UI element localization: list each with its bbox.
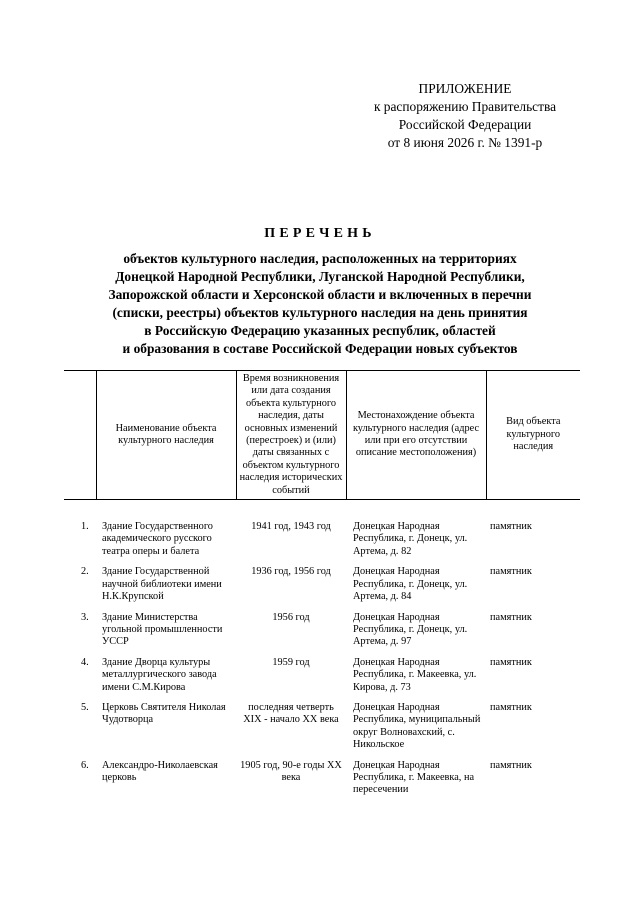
- row-number: 6.: [81, 759, 89, 771]
- row-location: Донецкая Народная Республика, г. Донецк, ул. Артема, д. 82: [353, 521, 468, 557]
- subtitle-line: объектов культурного наследия, расположенных на территориях: [123, 251, 517, 266]
- row-location: Донецкая Народная Республика, г. Донецк, ул. Артема, д. 97: [353, 611, 468, 648]
- header-time: Время возникновения или дата создания объекта культурного наследия, даты основных изменений (перестроек) и (или) даты связанных с объектом культурного наследия исторических событий: [236, 371, 346, 500]
- appendix-label: ПРИЛОЖЕНИЕ: [418, 81, 512, 96]
- appendix-date-number: от 8 июня 2026 г. № 1391-р: [387, 135, 543, 150]
- row-time: 1941 год, 1943 год: [251, 521, 331, 533]
- row-location: Донецкая Народная Республика, муниципальный округ Волновахский, с. Никольское: [353, 701, 481, 751]
- table-header-row: [64, 371, 580, 500]
- subtitle-line: и образования в составе Российской Федерации новых субъектов: [122, 341, 518, 356]
- heritage-table: [64, 370, 580, 805]
- row-name: Александро-Николаевская церковь: [102, 759, 218, 783]
- header-kind: Вид объекта культурного наследия: [486, 371, 580, 500]
- header-location: Местонахождение объекта культурного наследия (адрес или при его отсутствии описание местоположения): [346, 371, 486, 500]
- row-kind: памятник: [490, 701, 532, 713]
- row-number: 5.: [81, 701, 89, 713]
- subtitle-line: Донецкой Народной Республики, Луганской Народной Республики,: [115, 269, 525, 284]
- row-number: 1.: [81, 521, 89, 533]
- appendix-ref-line: Российской Федерации: [398, 117, 532, 132]
- row-number: 4.: [81, 656, 89, 668]
- subtitle-line: в Российскую Федерацию указанных республик, областей: [144, 323, 496, 338]
- header-number: [64, 371, 96, 500]
- table-row: [64, 760, 580, 805]
- row-location: Донецкая Народная Республика, г. Донецк, ул. Артема, д. 84: [353, 566, 468, 603]
- row-kind: памятник: [490, 656, 532, 668]
- document-subtitle: [40, 250, 600, 358]
- appendix-block: [330, 80, 600, 152]
- heritage-table-container: [64, 370, 580, 805]
- row-name: Церковь Святителя Николая Чудотворца: [102, 701, 226, 726]
- subtitle-line: (списки, реестры) объектов культурного наследия на день принятия: [112, 305, 528, 320]
- row-location: Донецкая Народная Республика, г. Макеевка, ул. Кирова, д. 73: [353, 656, 477, 693]
- table-row: [64, 566, 580, 611]
- table-row: [64, 702, 580, 760]
- document-title: ПЕРЕЧЕНЬ: [264, 226, 376, 241]
- row-kind: памятник: [490, 611, 532, 623]
- row-number: 2.: [81, 566, 89, 578]
- table-row: [64, 500, 580, 567]
- row-time: 1956 год: [272, 611, 310, 623]
- row-name: Здание Государственной научной библиотеки имени Н.К.Крупской: [102, 566, 222, 603]
- appendix-ref-line: к распоряжению Правительства: [373, 99, 557, 114]
- row-name: Здание Государственного академического русского театра оперы и балета: [102, 521, 213, 557]
- row-name: Здание Дворца культуры металлургического завода имени С.М.Кирова: [102, 656, 217, 693]
- row-kind: памятник: [490, 521, 532, 533]
- row-number: 3.: [81, 611, 89, 623]
- row-time: 1959 год: [272, 656, 310, 668]
- row-kind: памятник: [490, 759, 532, 771]
- row-location: Донецкая Народная Республика, г. Макеевка, на пересечении: [353, 759, 475, 796]
- row-time: 1905 год, 90-е годы XX века: [240, 759, 342, 783]
- row-name: Здание Министерства угольной промышленности УССР: [102, 611, 223, 648]
- row-time: 1936 год, 1956 год: [251, 566, 331, 578]
- table-row: [64, 657, 580, 702]
- table-row: [64, 612, 580, 657]
- row-time: последняя четверть XIX - начало XX века: [243, 701, 339, 726]
- row-kind: памятник: [490, 566, 532, 578]
- subtitle-line: Запорожской области и Херсонской области и включенных в перечни: [108, 287, 532, 302]
- header-name: Наименование объекта культурного наследия: [96, 371, 236, 500]
